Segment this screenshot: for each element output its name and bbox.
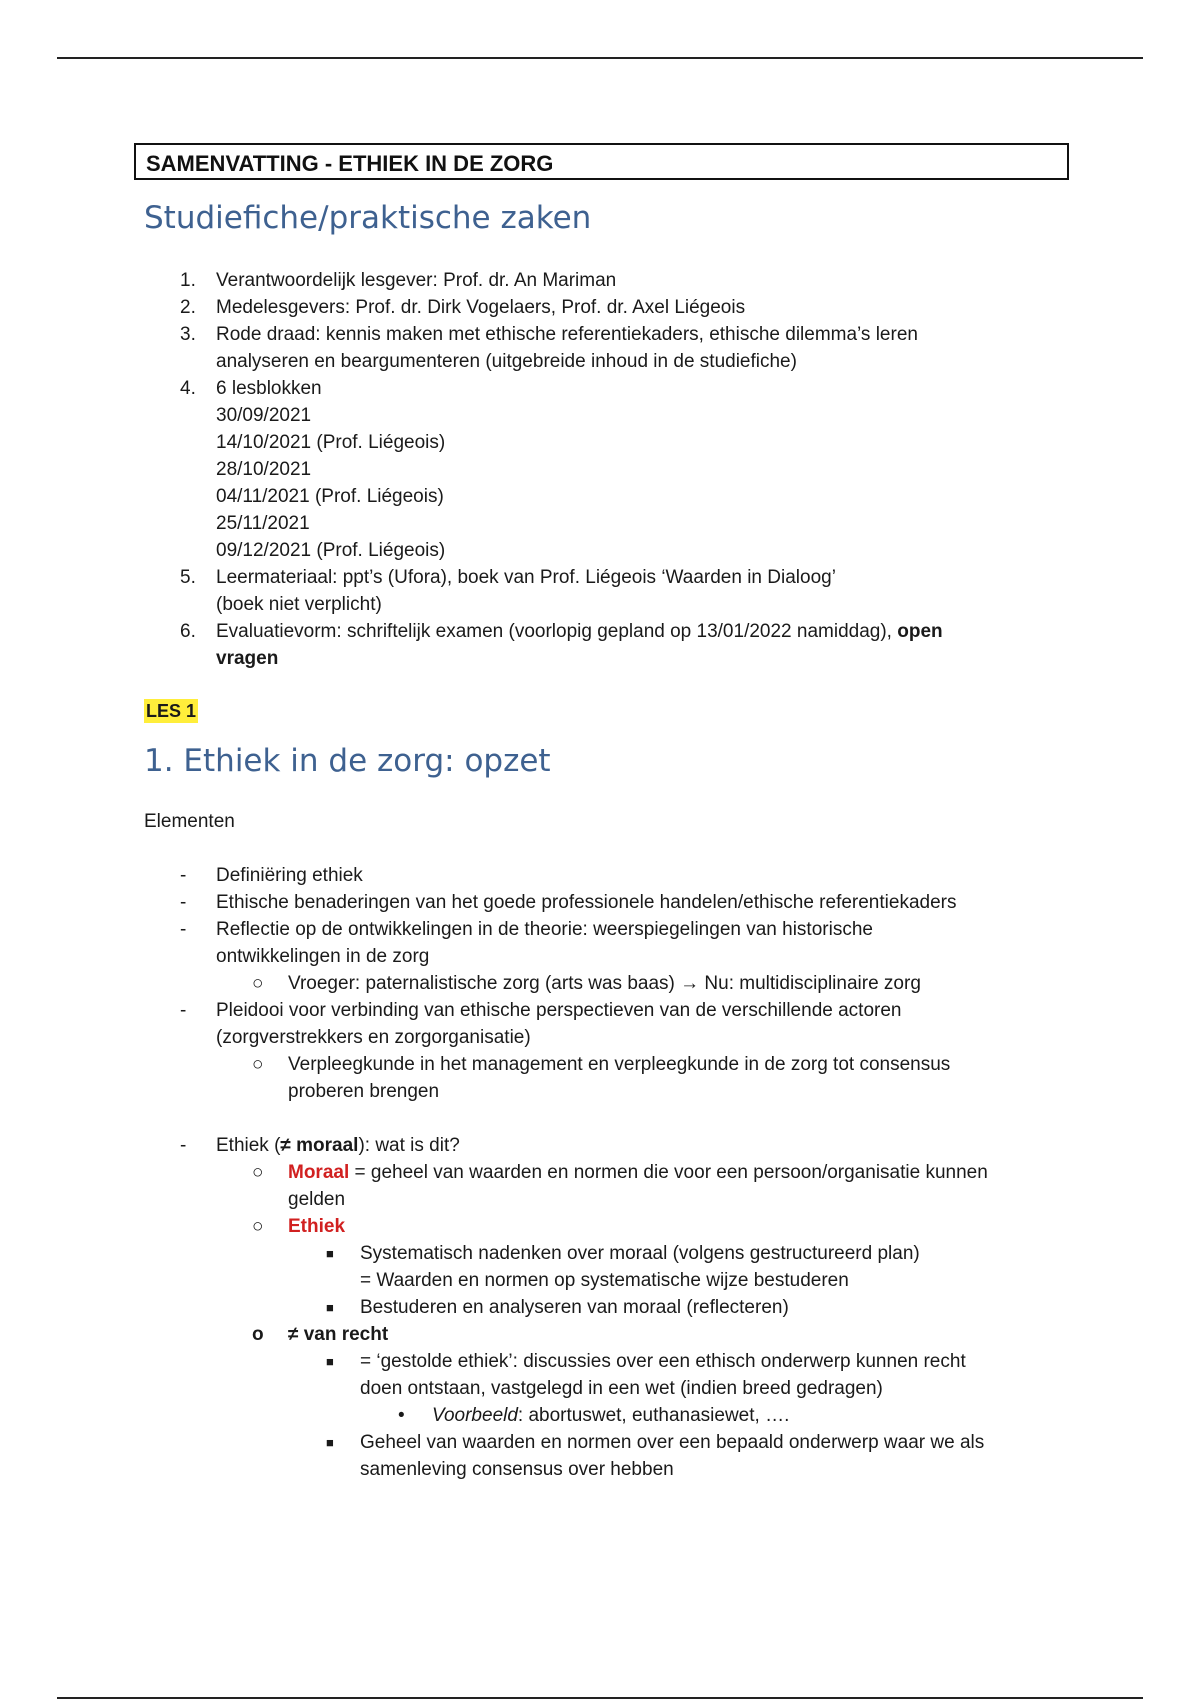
dash-bullet: - [180, 865, 187, 887]
list-number: 1. [180, 270, 196, 292]
bold-text: ≠ moraal [280, 1135, 359, 1157]
list-number: 2. [180, 297, 196, 319]
bullet-text-cont: = Waarden en normen op systematische wijze bestuderen [360, 1270, 849, 1292]
les-highlight-tag: LES 1 [146, 701, 197, 722]
list-item [134, 375, 1069, 564]
list-number: 5. [180, 567, 196, 589]
numbered-list-praktisch [134, 267, 1069, 672]
bold-text-cont: vragen [216, 648, 279, 670]
bullet-text: Systematisch nadenken over moraal (volgens gestructureerd plan) [360, 1243, 920, 1265]
term-moraal: Moraal [288, 1162, 350, 1184]
sub-bullet-ethiek [134, 1213, 1069, 1240]
list-item-text-cont: ontwikkelingen in de zorg [216, 946, 430, 968]
circle-bullet-icon: ○ [252, 1054, 264, 1076]
lesblok-date: 09/12/2021 (Prof. Liégeois) [216, 540, 446, 562]
bullet-text: = ‘gestolde ethiek’: discussies over een ethisch onderwerp kunnen recht [360, 1351, 966, 1373]
list-number: 3. [180, 324, 196, 346]
list-item [134, 1132, 1069, 1159]
sub-bullet [134, 970, 1069, 997]
definition-text-cont: gelden [288, 1189, 346, 1211]
sub-bullet-moraal [134, 1159, 1069, 1213]
footer-rule [57, 1697, 1143, 1699]
lesblok-date: 04/11/2021 (Prof. Liégeois) [216, 486, 444, 508]
list-item [134, 618, 1069, 672]
list-item [134, 294, 1069, 321]
square-bullet-icon: ■ [326, 1435, 334, 1451]
square-bullet-item [134, 1429, 1069, 1483]
recht-heading: ≠ van recht [288, 1324, 389, 1346]
dash-bullet: - [180, 1135, 187, 1157]
sub-bullet-text-cont: proberen brengen [288, 1081, 440, 1103]
list-number: 4. [180, 378, 196, 400]
list-item-text: Pleidooi voor verbinding van ethische perspectieven van de verschillende actoren [216, 1000, 902, 1022]
square-bullet-icon: ■ [326, 1354, 334, 1370]
list-item-text: Leermateriaal: ppt’s (Ufora), boek van Prof. Liégeois ‘Waarden in Dialoog’ [216, 567, 836, 589]
dash-bullet: - [180, 892, 187, 914]
bullet-list-elementen-cont [134, 997, 1069, 1051]
bullet-text-cont: samenleving consensus over hebben [360, 1459, 674, 1481]
list-item-text-end: ): wat is dit? [358, 1135, 460, 1157]
document-page [134, 143, 1069, 1483]
list-item-text: Evaluatievorm: schriftelijk examen (voorlopig gepland op 13/01/2022 namiddag), [216, 621, 898, 643]
list-item-text: Reflectie op de ontwikkelingen in de theorie: weerspiegelingen van historische [216, 919, 873, 941]
square-bullet-item [134, 1294, 1069, 1321]
dot-bullet-item [134, 1402, 1069, 1429]
list-number: 6. [180, 621, 196, 643]
list-item-text-cont: analyseren en beargumenteren (uitgebreide inhoud in de studiefiche) [216, 351, 797, 373]
lesblok-date: 28/10/2021 [216, 459, 312, 481]
list-item-text: Ethische benaderingen van het goede professionele handelen/ethische referentiekaders [216, 892, 957, 914]
square-bullet-icon: ■ [326, 1300, 334, 1316]
elementen-label: Elementen [144, 811, 235, 833]
bullet-text: Bestuderen en analyseren van moraal (reflecteren) [360, 1297, 789, 1319]
section-heading-opzet: 1. Ethiek in de zorg: opzet [144, 743, 551, 780]
list-item-text: 6 lesblokken [216, 378, 322, 400]
section-heading-studiefiche: Studiefiche/praktische zaken [144, 200, 592, 236]
definition-text: = geheel van waarden en normen die voor een persoon/organisatie kunnen [349, 1162, 988, 1184]
list-item-text-cont: (zorgverstrekkers en zorgorganisatie) [216, 1027, 531, 1049]
list-item [134, 916, 1069, 970]
lesblok-date: 25/11/2021 [216, 513, 310, 535]
lesblok-date: 14/10/2021 (Prof. Liégeois) [216, 432, 446, 454]
term-ethiek: Ethiek [288, 1216, 346, 1238]
list-item-text-cont: (boek niet verplicht) [216, 594, 382, 616]
list-item [134, 889, 1069, 916]
document-title-box: SAMENVATTING - ETHIEK IN DE ZORG [134, 143, 1069, 180]
list-item-text: Definiëring ethiek [216, 865, 363, 887]
list-item-text: Medelesgevers: Prof. dr. Dirk Vogelaers, Prof. dr. Axel Liégeois [216, 297, 746, 319]
list-item [134, 564, 1069, 618]
sub-bullet-text: Vroeger: paternalistische zorg (arts was baas) → Nu: multidisciplinaire zorg [288, 973, 921, 995]
square-bullet-item [134, 1240, 1069, 1294]
circle-bullet-icon: o [252, 1324, 264, 1346]
list-item-text: Verantwoordelijk lesgever: Prof. dr. An Mariman [216, 270, 617, 292]
sub-bullet-recht [134, 1321, 1069, 1348]
list-item [134, 862, 1069, 889]
voorbeeld-text: : abortuswet, euthanasiewet, …. [517, 1405, 790, 1427]
list-item [134, 321, 1069, 375]
sub-bullet-text: Verpleegkunde in het management en verpleegkunde in de zorg tot consensus [288, 1054, 951, 1076]
dash-bullet: - [180, 1000, 187, 1022]
dash-bullet: - [180, 919, 187, 941]
list-item [134, 267, 1069, 294]
bullet-list-ethiek [134, 1132, 1069, 1159]
lesblok-date: 30/09/2021 [216, 405, 312, 427]
square-bullet-icon: ■ [326, 1246, 334, 1262]
bullet-text: Geheel van waarden en normen over een bepaald onderwerp waar we als [360, 1432, 985, 1454]
circle-bullet-icon: ○ [252, 1162, 264, 1184]
header-rule [57, 57, 1143, 59]
square-bullet-item [134, 1348, 1069, 1402]
bullet-list-elementen [134, 862, 1069, 970]
circle-bullet-icon: ○ [252, 1216, 264, 1238]
dot-bullet-icon: • [398, 1405, 405, 1427]
spacer [134, 1105, 1069, 1132]
list-item-text: Rode draad: kennis maken met ethische referentiekaders, ethische dilemma’s leren [216, 324, 918, 346]
bold-text: open [897, 621, 943, 643]
voorbeeld-label: Voorbeeld [432, 1405, 518, 1427]
list-item-text: Ethiek ( [216, 1135, 281, 1157]
list-item [134, 997, 1069, 1051]
circle-bullet-icon: ○ [252, 973, 264, 995]
sub-bullet [134, 1051, 1069, 1105]
bullet-text-cont: doen ontstaan, vastgelegd in een wet (indien breed gedragen) [360, 1378, 883, 1400]
